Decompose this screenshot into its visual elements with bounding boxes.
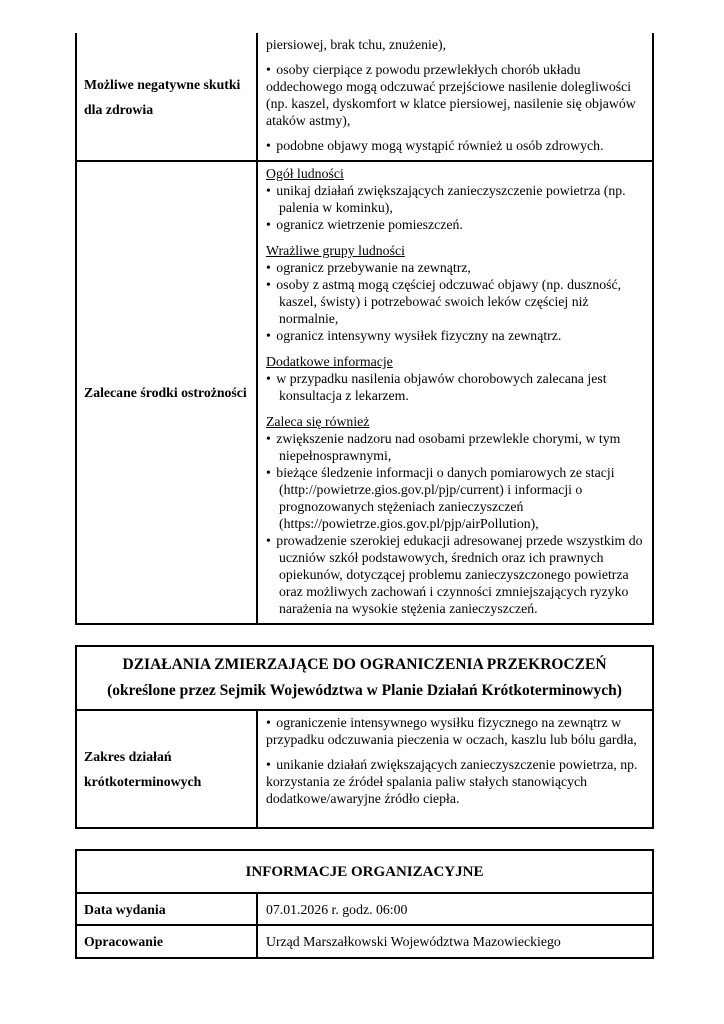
row-label-issue-date: Data wydania	[76, 893, 257, 925]
bullet-item	[266, 216, 644, 233]
bullet-marker: •	[266, 62, 271, 77]
bullet-marker: •	[266, 138, 271, 153]
bullet-item	[266, 327, 644, 344]
row-label-precautions: Zalecane środki ostrożności	[76, 161, 257, 624]
bullet-text: bieżące śledzenie informacji o danych pomiarowych ze stacji (http://powietrze.gios.gov.pl/pjp/current) i informacji o prognozowanych stężeniach zanieczyszczeń (https://powietrze.gios.gov.pl/pjp/airPollution),	[276, 465, 615, 531]
section-title-organizational-info: INFORMACJE ORGANIZACYJNE	[76, 850, 653, 893]
bullet-marker: •	[266, 277, 271, 292]
bullet-item	[266, 182, 644, 216]
table-row	[76, 33, 653, 161]
group-heading-additional-info: Dodatkowe informacje	[266, 354, 393, 369]
bullet-text: ogranicz intensywny wysiłek fizyczny na zewnątrz.	[276, 328, 562, 343]
table-header-row	[76, 646, 653, 710]
health-advisory-table	[75, 33, 654, 625]
bullet-text: osoby cierpiące z powodu przewlekłych chorób układu oddechowego mogą odczuwać przejściowe nasilenie dolegliwości (np. kaszel, dyskomfort w klatce piersiowej, nasilenie się objawów ataków astmy),	[266, 62, 636, 128]
bullet-marker: •	[266, 431, 271, 446]
table-header-row	[76, 850, 653, 893]
bullet-marker: •	[266, 183, 271, 198]
bullet-item	[266, 61, 644, 129]
bullet-text: podobne objawy mogą wystąpić również u osób zdrowych.	[276, 138, 604, 153]
bullet-marker: •	[266, 260, 271, 275]
bullet-text: unikaj działań zwiększających zanieczyszczenie powietrza (np. palenia w kominku),	[276, 183, 626, 215]
bullet-marker: •	[266, 371, 271, 386]
bullet-text: prowadzenie szerokiej edukacji adresowanej przede wszystkim do uczniów szkół podstawowych, średnich oraz ich prawnych opiekunów, dotyczącej problemu zanieczyszczonego powietrza oraz możliwych zachowań i czynności zmniejszających ryzyko narażenia na wysokie stężenia zanieczyszczeń.	[276, 533, 643, 616]
bullet-marker: •	[266, 533, 271, 548]
bullet-marker: •	[266, 465, 271, 480]
bullet-item	[266, 532, 644, 617]
bullet-text: ogranicz przebywanie na zewnątrz,	[276, 260, 471, 275]
bullet-text: w przypadku nasilenia objawów chorobowych zalecana jest konsultacja z lekarzem.	[276, 371, 607, 403]
section-title-actions	[76, 646, 653, 710]
health-effects-content	[257, 33, 653, 161]
bullet-item	[266, 137, 644, 154]
row-label-short-term-actions: Zakres działań krótkoterminowych	[76, 710, 257, 828]
group-heading-sensitive-groups: Wrażliwe grupy ludności	[266, 243, 405, 258]
bullet-item	[266, 464, 644, 532]
bullet-item	[266, 370, 644, 404]
group-heading-general-population: Ogół ludności	[266, 166, 344, 181]
section-title-line2: (określone przez Sejmik Województwa w Planie Działań Krótkoterminowych)	[107, 682, 622, 699]
bullet-text: ogranicz wietrzenie pomieszczeń.	[276, 217, 463, 232]
bullet-item	[266, 430, 644, 464]
bullet-marker: •	[266, 715, 271, 730]
bullet-marker: •	[266, 217, 271, 232]
row-label-health-effects: Możliwe negatywne skutki dla zdrowia	[76, 33, 257, 161]
bullet-marker: •	[266, 328, 271, 343]
bullet-item	[266, 714, 644, 748]
precautions-content	[257, 161, 653, 624]
page-content	[75, 33, 652, 959]
bullet-text: unikanie działań zwiększających zanieczyszczenie powietrza, np. korzystania ze źródeł spalania paliw stałych stanowiących dodatkowe/awaryjne źródło ciepła.	[266, 757, 638, 806]
bullet-marker: •	[266, 757, 271, 772]
table-row	[76, 925, 653, 958]
row-label-prepared-by: Opracowanie	[76, 925, 257, 958]
bullet-item	[266, 259, 644, 276]
table-row	[76, 710, 653, 828]
table-row	[76, 161, 653, 624]
prepared-by-value: Urząd Marszałkowski Województwa Mazowieckiego	[257, 925, 653, 958]
bullet-text: osoby z astmą mogą częściej odczuwać objawy (np. duszność, kaszel, świsty) i potrzebować swoich leków częściej niż normalnie,	[276, 277, 622, 326]
group-heading-also-recommended: Zaleca się również	[266, 414, 370, 429]
organizational-info-table	[75, 849, 654, 959]
bullet-text: zwiększenie nadzoru nad osobami przewlekle chorymi, w tym niepełnosprawnymi,	[276, 431, 621, 463]
section-title-line1: DZIAŁANIA ZMIERZAJĄCE DO OGRANICZENIA PRZEKROCZEŃ	[122, 656, 607, 673]
bullet-item	[266, 756, 644, 807]
bullet-text: ograniczenie intensywnego wysiłku fizycznego na zewnątrz w przypadku odczuwania pieczenia w oczach, kaszlu lub bólu gardła,	[266, 715, 637, 747]
continuation-text: piersiowej, brak tchu, znużenie),	[266, 37, 447, 52]
table-row	[76, 893, 653, 925]
short-term-actions-content	[257, 710, 653, 828]
exceedance-actions-table	[75, 645, 654, 829]
issue-date-value: 07.01.2026 r. godz. 06:00	[257, 893, 653, 925]
bullet-item	[266, 276, 644, 327]
